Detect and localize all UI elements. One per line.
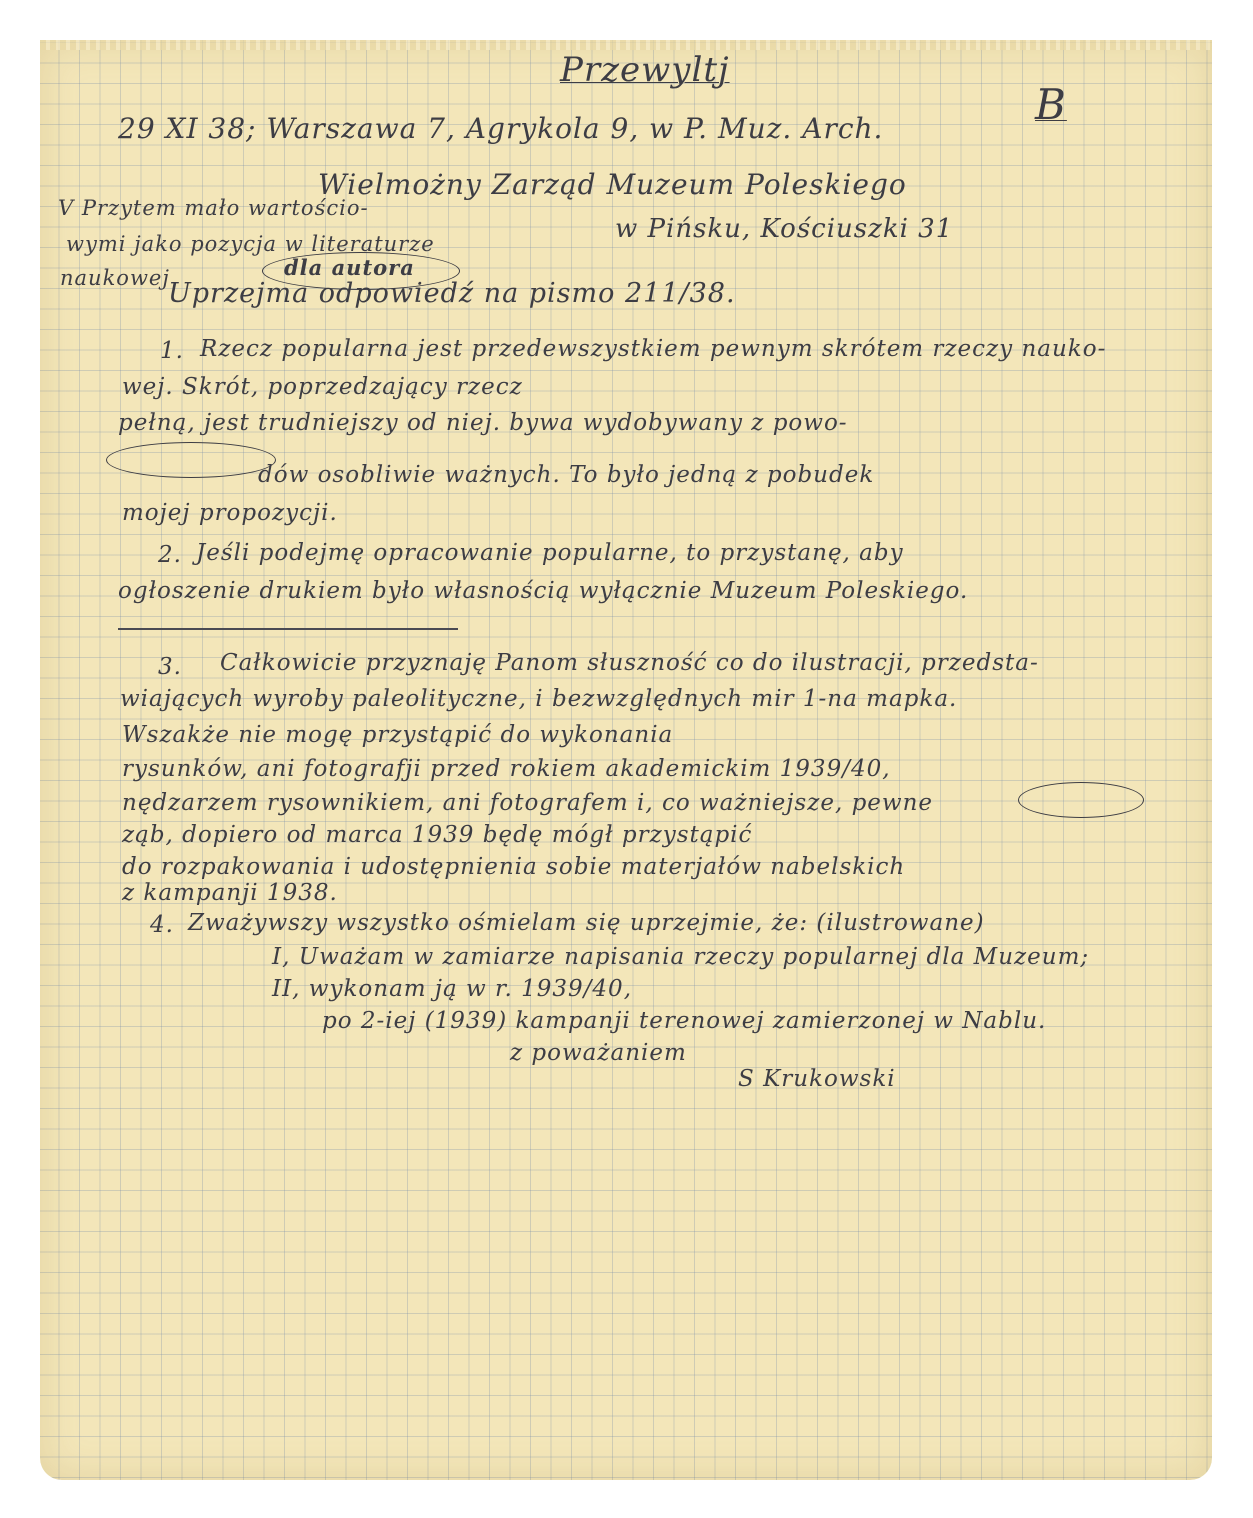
p2-line-1: Jeśli podejmę opracowanie popularne, to przystanę, aby xyxy=(196,540,904,566)
p3-line-2: wiających wyroby paleolityczne, i bezwzględnych mir 1-na mapka. xyxy=(120,686,958,712)
p3-line-6: ząb, dopiero od marca 1939 będę mógł przystąpić xyxy=(122,822,753,848)
p4-line-1: Zważywszy wszystko ośmielam się uprzejmie, że: (ilustrowane) xyxy=(188,910,985,936)
corner-mark: B xyxy=(1035,80,1067,129)
p3-line-7: do rozpakowania i udostępnienia sobie materjałów nabelskich xyxy=(122,854,906,880)
p2-line-2: ogłoszenie drukiem było własnością wyłącznie Muzeum Poleskiego. xyxy=(118,578,969,604)
p3-line-1: Całkowicie przyznaję Panom słuszność co do ilustracji, przedsta- xyxy=(220,650,1039,676)
margin-note-line-2: wymi jako pozycja w literaturze xyxy=(66,232,435,256)
p1-number: 1. xyxy=(160,338,184,364)
recipient-line-1: Wielmożny Zarząd Muzeum Poleskiego xyxy=(318,168,907,201)
document-title: Przewyltj xyxy=(560,50,730,90)
p1-line-5: mojej propozycji. xyxy=(122,500,338,526)
reference-line: Uprzejma odpowiedź na pismo 211/38. xyxy=(168,278,736,309)
margin-note-line-3: naukowej xyxy=(60,266,170,290)
p3-line-8: z kampanji 1938. xyxy=(122,880,338,906)
date-address-line: 29 XI 38; Warszawa 7, Agrykola 9, w P. Muz. Arch. xyxy=(118,112,884,145)
p2-number: 2. xyxy=(158,542,182,568)
p3-line-4: rysunków, ani fotografji przed rokiem akademickim 1939/40, xyxy=(122,756,891,782)
p4-line-2: I, Uważam w zamiarze napisania rzeczy popularnej dla Muzeum; xyxy=(272,944,1090,970)
circled-word-outline-2 xyxy=(1018,782,1144,818)
circled-note-text: dla autora xyxy=(284,255,415,280)
p1-line-1: Rzecz popularna jest przedewszystkiem pewnym skrótem rzeczy nauko- xyxy=(200,336,1107,362)
struck-line-mark xyxy=(118,628,458,630)
p1-line-2: wej. Skrót, poprzedzający rzecz xyxy=(122,374,523,400)
recipient-line-2: w Pińsku, Kościuszki 31 xyxy=(615,214,954,244)
p3-number: 3. xyxy=(158,654,182,680)
margin-note-line-1: V Przytem mało wartościo- xyxy=(58,196,369,220)
closing-phrase: z poważaniem xyxy=(510,1040,687,1066)
circled-word-outline xyxy=(106,442,276,478)
p1-line-4: dów osobliwie ważnych. To było jedną z pobudek xyxy=(258,462,875,488)
p4-number: 4. xyxy=(150,912,174,938)
perforated-top-edge xyxy=(40,40,1212,50)
p1-line-3: pełną, jest trudniejszy od niej. bywa wydobywany z powo- xyxy=(118,410,848,436)
p3-line-5: nędzarzem rysownikiem, ani fotografem i, co ważniejsze, pewne xyxy=(122,790,934,816)
p3-line-3: Wszakże nie mogę przystąpić do wykonania xyxy=(122,722,674,748)
p4-line-3: II, wykonam ją w r. 1939/40, xyxy=(272,976,633,1002)
signature: S Krukowski xyxy=(738,1066,896,1092)
p4-line-4: po 2-iej (1939) kampanji terenowej zamierzonej w Nablu. xyxy=(322,1008,1047,1034)
